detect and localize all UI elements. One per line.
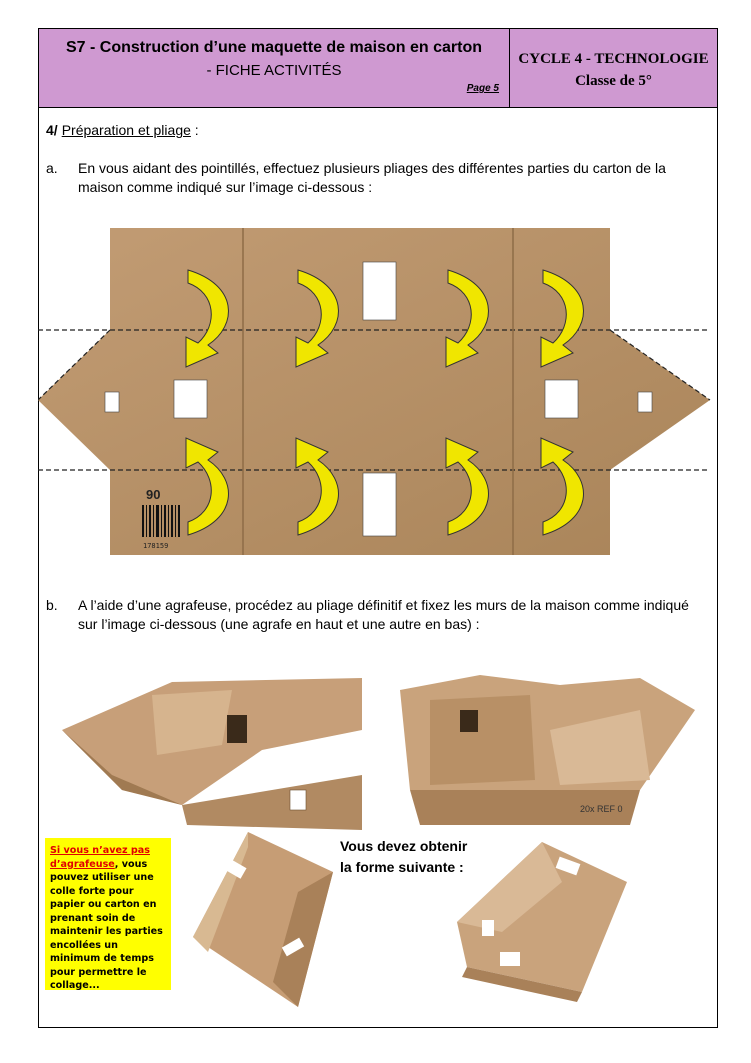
note-text: , vous pouvez utiliser une colle forte pour papier ou carton en prenant soin de maintenir les parties encollées un minimum de temps pour permettre le collage... (50, 858, 163, 991)
barcode-number: 178159 (143, 542, 169, 550)
cycle-label: CYCLE 4 - TECHNOLOGIE (518, 51, 709, 67)
result-line-1: Vous devez obtenir (340, 838, 468, 854)
result-photo-right (452, 842, 627, 1002)
carton-number: 90 (146, 487, 161, 502)
result-photo-left (188, 832, 338, 1012)
note-highlight: Si vous n’avez pas d’agrafeuse (50, 845, 150, 870)
page-subtitle: - FICHE ACTIVITÉS (206, 62, 342, 79)
page-number: Page 5 (466, 83, 499, 94)
section-heading (46, 122, 199, 138)
section-title: Préparation et pliage (61, 122, 191, 138)
section-suffix: : (190, 122, 199, 138)
step-a-text: En vous aidant des pointillés, effectuez plusieurs pliages des différentes parties du carton de la maison comme indiqué sur l’image ci-dessous : (78, 160, 666, 195)
assembly-photo-left (62, 670, 372, 830)
step-b-text: A l’aide d’une agrafeuse, procédez au pliage définitif et fixez les murs de la maison comme indiqué sur l’image ci-dessous (une agrafe en haut et une autre en bas) : (78, 597, 689, 632)
result-caption (340, 836, 467, 878)
header-cycle-box (509, 28, 718, 108)
header-title-box (38, 28, 510, 108)
classe-label: Classe de 5° (575, 73, 652, 89)
step-a-letter: a. (46, 160, 58, 176)
page-title: S7 - Construction d’une maquette de maison en carton (65, 39, 483, 56)
step-b-letter: b. (46, 597, 58, 613)
section-number: 4/ (46, 122, 58, 138)
cardboard-net-illustration (38, 225, 713, 560)
assembly-photo-right (400, 670, 700, 830)
photo-label: 20x REF 0 (580, 804, 623, 814)
glue-note (45, 838, 171, 990)
result-line-2: la forme suivante : (340, 859, 464, 875)
